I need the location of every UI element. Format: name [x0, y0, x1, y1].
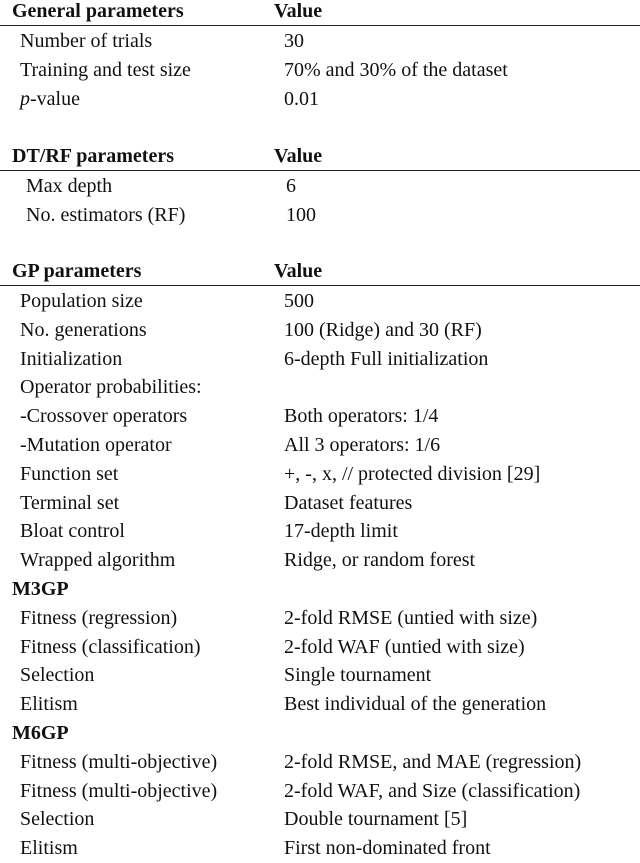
param-label: Selection: [20, 808, 95, 831]
param-label: Population size: [20, 290, 143, 312]
table-row: [0, 345, 640, 374]
table-row: [0, 834, 640, 863]
dtrf-parameters-table: [0, 145, 640, 230]
param-label: Elitism: [20, 693, 78, 716]
param-label: Max depth: [26, 175, 113, 197]
param-label: Terminal set: [20, 491, 120, 514]
param-label: Fitness (multi-objective): [20, 779, 218, 802]
table-row: [0, 805, 640, 834]
param-label: [20, 85, 80, 113]
gp-parameters-table: [0, 260, 640, 863]
param-label: Initialization: [20, 347, 123, 370]
param-value: Best individual of the generation: [284, 693, 547, 716]
table-row: [0, 431, 640, 460]
param-label: Fitness (regression): [20, 606, 178, 629]
param-label: Operator probabilities:: [20, 376, 202, 399]
table-row: [0, 489, 640, 518]
param-value: Both operators: 1/4: [284, 405, 439, 428]
header-value: Value: [274, 145, 323, 167]
header-rule: [0, 170, 640, 171]
param-value: 6: [286, 175, 296, 197]
section-title: M3GP: [12, 577, 69, 600]
section-heading-m6gp: [0, 719, 640, 748]
table-row: [0, 690, 640, 719]
param-value: 70% and 30% of the dataset: [284, 58, 508, 81]
param-label: Wrapped algorithm: [20, 549, 176, 572]
param-value: 2-fold WAF (untied with size): [284, 635, 525, 658]
header-rule: [0, 285, 640, 286]
param-value: Single tournament: [284, 664, 432, 687]
param-label-rest: -value: [30, 87, 80, 110]
param-value: First non-dominated front: [284, 837, 491, 860]
table-row: [0, 316, 640, 345]
param-value: 2-fold RMSE (untied with size): [284, 606, 538, 629]
param-value: 500: [284, 290, 314, 312]
table-row: [0, 85, 640, 114]
header-param: General parameters: [12, 0, 184, 22]
header-param: GP parameters: [12, 260, 142, 282]
param-value: Double tournament [5]: [284, 808, 468, 831]
param-value: 2-fold RMSE, and MAE (regression): [284, 750, 582, 773]
table-row: [0, 373, 640, 402]
param-label: Number of trials: [20, 30, 153, 52]
table-row: [0, 402, 640, 431]
header-value: Value: [274, 260, 323, 282]
table-row: [0, 633, 640, 662]
header-param: DT/RF parameters: [12, 145, 174, 167]
p-italic: p: [20, 87, 30, 110]
table-row: [0, 201, 640, 230]
table-row: [0, 748, 640, 777]
param-value: Ridge, or random forest: [284, 549, 476, 572]
param-label: -Mutation operator: [20, 433, 172, 456]
param-value: 100 (Ridge) and 30 (RF): [284, 318, 482, 341]
param-value: All 3 operators: 1/6: [284, 433, 441, 456]
table-row: [0, 777, 640, 806]
param-value: 30: [284, 30, 304, 52]
section-title: M6GP: [12, 721, 69, 744]
param-value: Dataset features: [284, 491, 413, 514]
table-row: [0, 517, 640, 546]
table-row: [0, 546, 640, 575]
section-heading-m3gp: [0, 575, 640, 604]
header-rule: [0, 25, 640, 26]
param-label: Fitness (classification): [20, 635, 201, 658]
table-row: [0, 27, 640, 56]
table-row: [0, 56, 640, 85]
header-value: Value: [274, 0, 323, 22]
table-row: [0, 460, 640, 489]
param-value: +, -, x, // protected division [29]: [284, 462, 541, 485]
param-value: 0.01: [284, 87, 319, 110]
table-row: [0, 661, 640, 690]
table-row: [0, 172, 640, 201]
param-value: 6-depth Full initialization: [284, 347, 489, 370]
table-row: [0, 287, 640, 316]
param-label: No. estimators (RF): [26, 203, 186, 226]
param-label: Selection: [20, 664, 95, 687]
table-row: [0, 604, 640, 633]
param-value: 17-depth limit: [284, 520, 398, 543]
param-label: Bloat control: [20, 520, 125, 543]
param-label: Fitness (multi-objective): [20, 750, 218, 773]
table-header: [0, 0, 640, 24]
table-header: [0, 145, 640, 169]
param-label: No. generations: [20, 318, 147, 341]
general-parameters-table: [0, 0, 640, 113]
table-header: [0, 260, 640, 284]
param-label: Function set: [20, 462, 119, 485]
param-value: 2-fold WAF, and Size (classification): [284, 779, 581, 802]
param-label: Elitism: [20, 837, 78, 860]
param-label: -Crossover operators: [20, 405, 188, 428]
param-label: Training and test size: [20, 58, 191, 81]
param-value: 100: [286, 203, 316, 226]
